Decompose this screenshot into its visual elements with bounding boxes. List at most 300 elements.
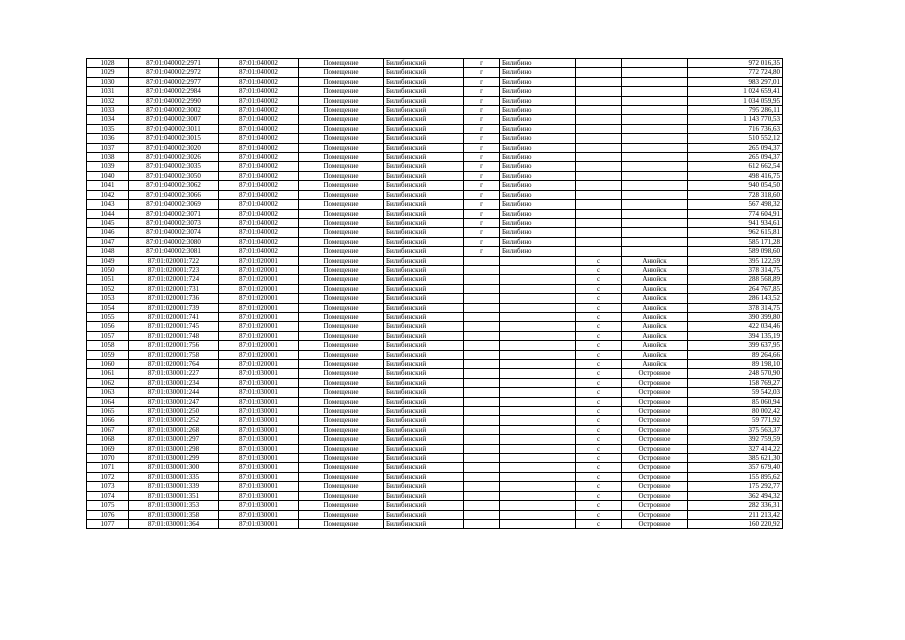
city-type-cell bbox=[464, 369, 500, 378]
district-name-cell: Билибинский bbox=[384, 265, 464, 274]
row-number-cell: 1036 bbox=[87, 134, 129, 143]
settlement-type-cell: с bbox=[576, 444, 622, 453]
settlement-type-cell bbox=[576, 218, 622, 227]
city-type-cell: г bbox=[464, 247, 500, 256]
city-name-cell bbox=[500, 388, 576, 397]
settlement-type-cell: с bbox=[576, 425, 622, 434]
table-row bbox=[87, 397, 783, 406]
object-type-cell: Помещение bbox=[299, 134, 384, 143]
cadastral-quarter-cell: 87:01:030001 bbox=[219, 472, 299, 481]
cadastral-quarter-cell: 87:01:040002 bbox=[219, 171, 299, 180]
cadastral-number-cell: 87:01:030001:335 bbox=[129, 472, 219, 481]
table-row bbox=[87, 162, 783, 171]
cadastral-quarter-cell: 87:01:020001 bbox=[219, 322, 299, 331]
district-name-cell: Билибинский bbox=[384, 369, 464, 378]
object-type-cell: Помещение bbox=[299, 143, 384, 152]
table-row bbox=[87, 378, 783, 387]
object-type-cell: Помещение bbox=[299, 331, 384, 340]
cadastral-number-cell: 87:01:030001:297 bbox=[129, 435, 219, 444]
cadastral-quarter-cell: 87:01:040002 bbox=[219, 106, 299, 115]
cadastral-quarter-cell: 87:01:020001 bbox=[219, 312, 299, 321]
city-name-cell bbox=[500, 303, 576, 312]
object-type-cell: Помещение bbox=[299, 491, 384, 500]
city-type-cell: г bbox=[464, 87, 500, 96]
district-name-cell: Билибинский bbox=[384, 96, 464, 105]
city-name-cell: Билибино bbox=[500, 237, 576, 246]
settlement-name-cell bbox=[622, 200, 688, 209]
row-number-cell: 1033 bbox=[87, 106, 129, 115]
district-name-cell: Билибинский bbox=[384, 190, 464, 199]
city-type-cell: г bbox=[464, 228, 500, 237]
table-row bbox=[87, 209, 783, 218]
city-name-cell: Билибино bbox=[500, 96, 576, 105]
row-number-cell: 1044 bbox=[87, 209, 129, 218]
settlement-type-cell bbox=[576, 171, 622, 180]
cadastral-number-cell: 87:01:030001:252 bbox=[129, 416, 219, 425]
settlement-name-cell: Островное bbox=[622, 501, 688, 510]
cadastral-value-cell: 265 094,37 bbox=[688, 153, 783, 162]
cadastral-value-cell: 392 759,59 bbox=[688, 435, 783, 444]
city-type-cell bbox=[464, 341, 500, 350]
object-type-cell: Помещение bbox=[299, 77, 384, 86]
city-name-cell bbox=[500, 491, 576, 500]
table-row bbox=[87, 322, 783, 331]
district-name-cell: Билибинский bbox=[384, 482, 464, 491]
cadastral-value-cell: 940 054,50 bbox=[688, 181, 783, 190]
cadastral-value-cell: 716 736,63 bbox=[688, 124, 783, 133]
cadastral-number-cell: 87:01:040002:3015 bbox=[129, 134, 219, 143]
settlement-name-cell bbox=[622, 77, 688, 86]
object-type-cell: Помещение bbox=[299, 416, 384, 425]
cadastral-quarter-cell: 87:01:020001 bbox=[219, 265, 299, 274]
row-number-cell: 1073 bbox=[87, 482, 129, 491]
city-name-cell: Билибино bbox=[500, 153, 576, 162]
city-type-cell: г bbox=[464, 106, 500, 115]
city-name-cell: Билибино bbox=[500, 106, 576, 115]
city-type-cell bbox=[464, 425, 500, 434]
row-number-cell: 1048 bbox=[87, 247, 129, 256]
object-type-cell: Помещение bbox=[299, 218, 384, 227]
table-row bbox=[87, 77, 783, 86]
table-row bbox=[87, 68, 783, 77]
object-type-cell: Помещение bbox=[299, 124, 384, 133]
cadastral-quarter-cell: 87:01:020001 bbox=[219, 294, 299, 303]
city-type-cell bbox=[464, 416, 500, 425]
city-type-cell bbox=[464, 519, 500, 528]
city-type-cell: г bbox=[464, 181, 500, 190]
cadastral-quarter-cell: 87:01:040002 bbox=[219, 162, 299, 171]
city-name-cell: Билибино bbox=[500, 134, 576, 143]
cadastral-number-cell: 87:01:040002:3073 bbox=[129, 218, 219, 227]
row-number-cell: 1065 bbox=[87, 407, 129, 416]
cadastral-number-cell: 87:01:030001:268 bbox=[129, 425, 219, 434]
cadastral-quarter-cell: 87:01:040002 bbox=[219, 247, 299, 256]
district-name-cell: Билибинский bbox=[384, 275, 464, 284]
city-name-cell: Билибино bbox=[500, 209, 576, 218]
object-type-cell: Помещение bbox=[299, 378, 384, 387]
settlement-type-cell bbox=[576, 162, 622, 171]
settlement-type-cell: с bbox=[576, 472, 622, 481]
settlement-name-cell bbox=[622, 134, 688, 143]
cadastral-number-cell: 87:01:030001:339 bbox=[129, 482, 219, 491]
row-number-cell: 1042 bbox=[87, 190, 129, 199]
settlement-type-cell bbox=[576, 143, 622, 152]
settlement-type-cell: с bbox=[576, 397, 622, 406]
cadastral-value-cell: 288 568,89 bbox=[688, 275, 783, 284]
row-number-cell: 1035 bbox=[87, 124, 129, 133]
settlement-type-cell bbox=[576, 106, 622, 115]
cadastral-value-cell: 80 002,42 bbox=[688, 407, 783, 416]
cadastral-quarter-cell: 87:01:040002 bbox=[219, 200, 299, 209]
district-name-cell: Билибинский bbox=[384, 284, 464, 293]
district-name-cell: Билибинский bbox=[384, 237, 464, 246]
city-type-cell bbox=[464, 454, 500, 463]
district-name-cell: Билибинский bbox=[384, 153, 464, 162]
cadastral-quarter-cell: 87:01:040002 bbox=[219, 237, 299, 246]
settlement-name-cell bbox=[622, 143, 688, 152]
row-number-cell: 1047 bbox=[87, 237, 129, 246]
settlement-type-cell: с bbox=[576, 407, 622, 416]
settlement-name-cell: Островное bbox=[622, 472, 688, 481]
table-row bbox=[87, 444, 783, 453]
cadastral-quarter-cell: 87:01:030001 bbox=[219, 519, 299, 528]
district-name-cell: Билибинский bbox=[384, 322, 464, 331]
city-type-cell: г bbox=[464, 143, 500, 152]
table-row bbox=[87, 388, 783, 397]
settlement-type-cell: с bbox=[576, 369, 622, 378]
object-type-cell: Помещение bbox=[299, 312, 384, 321]
row-number-cell: 1059 bbox=[87, 350, 129, 359]
object-type-cell: Помещение bbox=[299, 247, 384, 256]
cadastral-number-cell: 87:01:040002:3074 bbox=[129, 228, 219, 237]
row-number-cell: 1030 bbox=[87, 77, 129, 86]
city-name-cell bbox=[500, 472, 576, 481]
table-row bbox=[87, 331, 783, 340]
row-number-cell: 1056 bbox=[87, 322, 129, 331]
city-type-cell bbox=[464, 444, 500, 453]
cadastral-number-cell: 87:01:030001:247 bbox=[129, 397, 219, 406]
object-type-cell: Помещение bbox=[299, 341, 384, 350]
city-name-cell bbox=[500, 463, 576, 472]
settlement-type-cell bbox=[576, 209, 622, 218]
table-row bbox=[87, 153, 783, 162]
settlement-name-cell: Островное bbox=[622, 444, 688, 453]
row-number-cell: 1072 bbox=[87, 472, 129, 481]
settlement-type-cell bbox=[576, 190, 622, 199]
cadastral-number-cell: 87:01:030001:299 bbox=[129, 454, 219, 463]
settlement-name-cell: Анюйск bbox=[622, 322, 688, 331]
settlement-type-cell bbox=[576, 237, 622, 246]
city-type-cell bbox=[464, 463, 500, 472]
cadastral-number-cell: 87:01:040002:3081 bbox=[129, 247, 219, 256]
cadastral-number-cell: 87:01:040002:3080 bbox=[129, 237, 219, 246]
city-name-cell bbox=[500, 519, 576, 528]
cadastral-quarter-cell: 87:01:040002 bbox=[219, 143, 299, 152]
table-row bbox=[87, 87, 783, 96]
settlement-name-cell: Островное bbox=[622, 463, 688, 472]
table-row bbox=[87, 416, 783, 425]
district-name-cell: Билибинский bbox=[384, 162, 464, 171]
city-type-cell bbox=[464, 397, 500, 406]
cadastral-quarter-cell: 87:01:030001 bbox=[219, 501, 299, 510]
city-type-cell: г bbox=[464, 96, 500, 105]
cadastral-value-cell: 248 570,90 bbox=[688, 369, 783, 378]
cadastral-number-cell: 87:01:040002:2990 bbox=[129, 96, 219, 105]
row-number-cell: 1075 bbox=[87, 501, 129, 510]
city-type-cell: г bbox=[464, 162, 500, 171]
city-type-cell: г bbox=[464, 134, 500, 143]
city-name-cell bbox=[500, 256, 576, 265]
cadastral-quarter-cell: 87:01:020001 bbox=[219, 350, 299, 359]
district-name-cell: Билибинский bbox=[384, 134, 464, 143]
city-name-cell bbox=[500, 510, 576, 519]
settlement-name-cell: Островное bbox=[622, 519, 688, 528]
district-name-cell: Билибинский bbox=[384, 200, 464, 209]
city-name-cell bbox=[500, 265, 576, 274]
district-name-cell: Билибинский bbox=[384, 209, 464, 218]
row-number-cell: 1034 bbox=[87, 115, 129, 124]
cadastral-quarter-cell: 87:01:030001 bbox=[219, 463, 299, 472]
settlement-name-cell: Анюйск bbox=[622, 331, 688, 340]
cadastral-number-cell: 87:01:030001:298 bbox=[129, 444, 219, 453]
row-number-cell: 1071 bbox=[87, 463, 129, 472]
settlement-name-cell: Островное bbox=[622, 425, 688, 434]
cadastral-value-cell: 422 034,46 bbox=[688, 322, 783, 331]
object-type-cell: Помещение bbox=[299, 444, 384, 453]
city-type-cell: г bbox=[464, 115, 500, 124]
settlement-type-cell bbox=[576, 247, 622, 256]
cadastral-quarter-cell: 87:01:030001 bbox=[219, 397, 299, 406]
settlement-name-cell bbox=[622, 153, 688, 162]
city-type-cell bbox=[464, 322, 500, 331]
district-name-cell: Билибинский bbox=[384, 491, 464, 500]
cadastral-number-cell: 87:01:040002:3062 bbox=[129, 181, 219, 190]
cadastral-value-cell: 399 637,95 bbox=[688, 341, 783, 350]
settlement-name-cell: Анюйск bbox=[622, 312, 688, 321]
cadastral-number-cell: 87:01:030001:234 bbox=[129, 378, 219, 387]
cadastral-quarter-cell: 87:01:040002 bbox=[219, 87, 299, 96]
cadastral-value-cell: 286 143,52 bbox=[688, 294, 783, 303]
cadastral-quarter-cell: 87:01:040002 bbox=[219, 96, 299, 105]
cadastral-number-cell: 87:01:040002:3069 bbox=[129, 200, 219, 209]
settlement-type-cell bbox=[576, 96, 622, 105]
cadastral-number-cell: 87:01:040002:3011 bbox=[129, 124, 219, 133]
row-number-cell: 1058 bbox=[87, 341, 129, 350]
city-type-cell: г bbox=[464, 153, 500, 162]
cadastral-value-cell: 327 414,22 bbox=[688, 444, 783, 453]
row-number-cell: 1077 bbox=[87, 519, 129, 528]
settlement-name-cell bbox=[622, 162, 688, 171]
object-type-cell: Помещение bbox=[299, 407, 384, 416]
row-number-cell: 1050 bbox=[87, 265, 129, 274]
cadastral-quarter-cell: 87:01:030001 bbox=[219, 491, 299, 500]
cadastral-number-cell: 87:01:030001:300 bbox=[129, 463, 219, 472]
cadastral-quarter-cell: 87:01:040002 bbox=[219, 59, 299, 68]
settlement-name-cell: Анюйск bbox=[622, 256, 688, 265]
city-name-cell bbox=[500, 416, 576, 425]
table-row bbox=[87, 435, 783, 444]
row-number-cell: 1070 bbox=[87, 454, 129, 463]
city-name-cell bbox=[500, 435, 576, 444]
city-type-cell: г bbox=[464, 209, 500, 218]
settlement-name-cell bbox=[622, 106, 688, 115]
city-name-cell bbox=[500, 360, 576, 369]
table-row bbox=[87, 491, 783, 500]
city-name-cell bbox=[500, 454, 576, 463]
district-name-cell: Билибинский bbox=[384, 228, 464, 237]
settlement-name-cell bbox=[622, 68, 688, 77]
row-number-cell: 1041 bbox=[87, 181, 129, 190]
object-type-cell: Помещение bbox=[299, 162, 384, 171]
row-number-cell: 1028 bbox=[87, 59, 129, 68]
cadastral-value-cell: 59 771,92 bbox=[688, 416, 783, 425]
row-number-cell: 1063 bbox=[87, 388, 129, 397]
cadastral-value-cell: 567 498,32 bbox=[688, 200, 783, 209]
cadastral-quarter-cell: 87:01:040002 bbox=[219, 190, 299, 199]
cadastral-number-cell: 87:01:020001:724 bbox=[129, 275, 219, 284]
city-type-cell: г bbox=[464, 77, 500, 86]
city-type-cell: г bbox=[464, 190, 500, 199]
cadastral-quarter-cell: 87:01:030001 bbox=[219, 378, 299, 387]
settlement-type-cell: с bbox=[576, 312, 622, 321]
district-name-cell: Билибинский bbox=[384, 463, 464, 472]
object-type-cell: Помещение bbox=[299, 463, 384, 472]
row-number-cell: 1049 bbox=[87, 256, 129, 265]
settlement-name-cell: Анюйск bbox=[622, 360, 688, 369]
settlement-type-cell: с bbox=[576, 416, 622, 425]
cadastral-value-cell: 85 060,94 bbox=[688, 397, 783, 406]
district-name-cell: Билибинский bbox=[384, 341, 464, 350]
cadastral-value-cell: 962 615,81 bbox=[688, 228, 783, 237]
district-name-cell: Билибинский bbox=[384, 59, 464, 68]
city-name-cell: Билибино bbox=[500, 200, 576, 209]
table-row bbox=[87, 312, 783, 321]
cadastral-number-cell: 87:01:040002:3020 bbox=[129, 143, 219, 152]
settlement-type-cell: с bbox=[576, 378, 622, 387]
settlement-name-cell bbox=[622, 247, 688, 256]
table-row bbox=[87, 256, 783, 265]
object-type-cell: Помещение bbox=[299, 237, 384, 246]
cadastral-quarter-cell: 87:01:030001 bbox=[219, 416, 299, 425]
district-name-cell: Билибинский bbox=[384, 454, 464, 463]
district-name-cell: Билибинский bbox=[384, 303, 464, 312]
settlement-type-cell: с bbox=[576, 501, 622, 510]
cadastral-number-cell: 87:01:040002:3007 bbox=[129, 115, 219, 124]
city-type-cell bbox=[464, 312, 500, 321]
settlement-type-cell bbox=[576, 115, 622, 124]
cadastral-quarter-cell: 87:01:040002 bbox=[219, 134, 299, 143]
city-name-cell bbox=[500, 407, 576, 416]
row-number-cell: 1038 bbox=[87, 153, 129, 162]
settlement-name-cell: Анюйск bbox=[622, 284, 688, 293]
table-row bbox=[87, 482, 783, 491]
cadastral-quarter-cell: 87:01:030001 bbox=[219, 425, 299, 434]
cadastral-value-cell: 972 016,35 bbox=[688, 59, 783, 68]
row-number-cell: 1055 bbox=[87, 312, 129, 321]
settlement-name-cell: Островное bbox=[622, 482, 688, 491]
cadastral-number-cell: 87:01:040002:2977 bbox=[129, 77, 219, 86]
city-type-cell bbox=[464, 501, 500, 510]
city-name-cell: Билибино bbox=[500, 77, 576, 86]
city-name-cell bbox=[500, 369, 576, 378]
cadastral-number-cell: 87:01:020001:764 bbox=[129, 360, 219, 369]
settlement-name-cell bbox=[622, 124, 688, 133]
city-name-cell bbox=[500, 275, 576, 284]
row-number-cell: 1040 bbox=[87, 171, 129, 180]
row-number-cell: 1054 bbox=[87, 303, 129, 312]
row-number-cell: 1039 bbox=[87, 162, 129, 171]
row-number-cell: 1029 bbox=[87, 68, 129, 77]
cadastral-value-cell: 772 724,80 bbox=[688, 68, 783, 77]
row-number-cell: 1057 bbox=[87, 331, 129, 340]
city-type-cell: г bbox=[464, 200, 500, 209]
object-type-cell: Помещение bbox=[299, 360, 384, 369]
cadastral-value-cell: 59 542,03 bbox=[688, 388, 783, 397]
district-name-cell: Билибинский bbox=[384, 106, 464, 115]
table-row bbox=[87, 218, 783, 227]
settlement-type-cell: с bbox=[576, 350, 622, 359]
settlement-type-cell: с bbox=[576, 388, 622, 397]
object-type-cell: Помещение bbox=[299, 510, 384, 519]
object-type-cell: Помещение bbox=[299, 454, 384, 463]
cadastral-value-cell: 362 494,32 bbox=[688, 491, 783, 500]
row-number-cell: 1060 bbox=[87, 360, 129, 369]
table-row bbox=[87, 134, 783, 143]
district-name-cell: Билибинский bbox=[384, 294, 464, 303]
settlement-name-cell bbox=[622, 228, 688, 237]
settlement-type-cell: с bbox=[576, 341, 622, 350]
cadastral-number-cell: 87:01:020001:736 bbox=[129, 294, 219, 303]
district-name-cell: Билибинский bbox=[384, 77, 464, 86]
settlement-type-cell: с bbox=[576, 265, 622, 274]
cadastral-quarter-cell: 87:01:020001 bbox=[219, 331, 299, 340]
city-type-cell: г bbox=[464, 218, 500, 227]
city-name-cell bbox=[500, 341, 576, 350]
cadastral-number-cell: 87:01:020001:731 bbox=[129, 284, 219, 293]
district-name-cell: Билибинский bbox=[384, 360, 464, 369]
cadastral-value-cell: 155 895,62 bbox=[688, 472, 783, 481]
table-row bbox=[87, 407, 783, 416]
cadastral-number-cell: 87:01:020001:741 bbox=[129, 312, 219, 321]
settlement-type-cell: с bbox=[576, 435, 622, 444]
cadastral-number-cell: 87:01:040002:3066 bbox=[129, 190, 219, 199]
table-row bbox=[87, 200, 783, 209]
row-number-cell: 1051 bbox=[87, 275, 129, 284]
row-number-cell: 1052 bbox=[87, 284, 129, 293]
settlement-name-cell: Анюйск bbox=[622, 265, 688, 274]
district-name-cell: Билибинский bbox=[384, 350, 464, 359]
table-row bbox=[87, 190, 783, 199]
row-number-cell: 1045 bbox=[87, 218, 129, 227]
object-type-cell: Помещение bbox=[299, 350, 384, 359]
object-type-cell: Помещение bbox=[299, 275, 384, 284]
row-number-cell: 1032 bbox=[87, 96, 129, 105]
cadastral-value-cell: 89 264,66 bbox=[688, 350, 783, 359]
city-name-cell: Билибино bbox=[500, 143, 576, 152]
row-number-cell: 1067 bbox=[87, 425, 129, 434]
cadastral-value-cell: 394 135,19 bbox=[688, 331, 783, 340]
cadastral-number-cell: 87:01:030001:227 bbox=[129, 369, 219, 378]
cadastral-value-table bbox=[86, 58, 783, 529]
settlement-name-cell: Островное bbox=[622, 378, 688, 387]
cadastral-value-cell: 612 662,54 bbox=[688, 162, 783, 171]
cadastral-value-cell: 1 143 770,53 bbox=[688, 115, 783, 124]
cadastral-value-cell: 1 024 659,41 bbox=[688, 87, 783, 96]
district-name-cell: Билибинский bbox=[384, 68, 464, 77]
cadastral-quarter-cell: 87:01:030001 bbox=[219, 369, 299, 378]
object-type-cell: Помещение bbox=[299, 265, 384, 274]
cadastral-quarter-cell: 87:01:020001 bbox=[219, 284, 299, 293]
